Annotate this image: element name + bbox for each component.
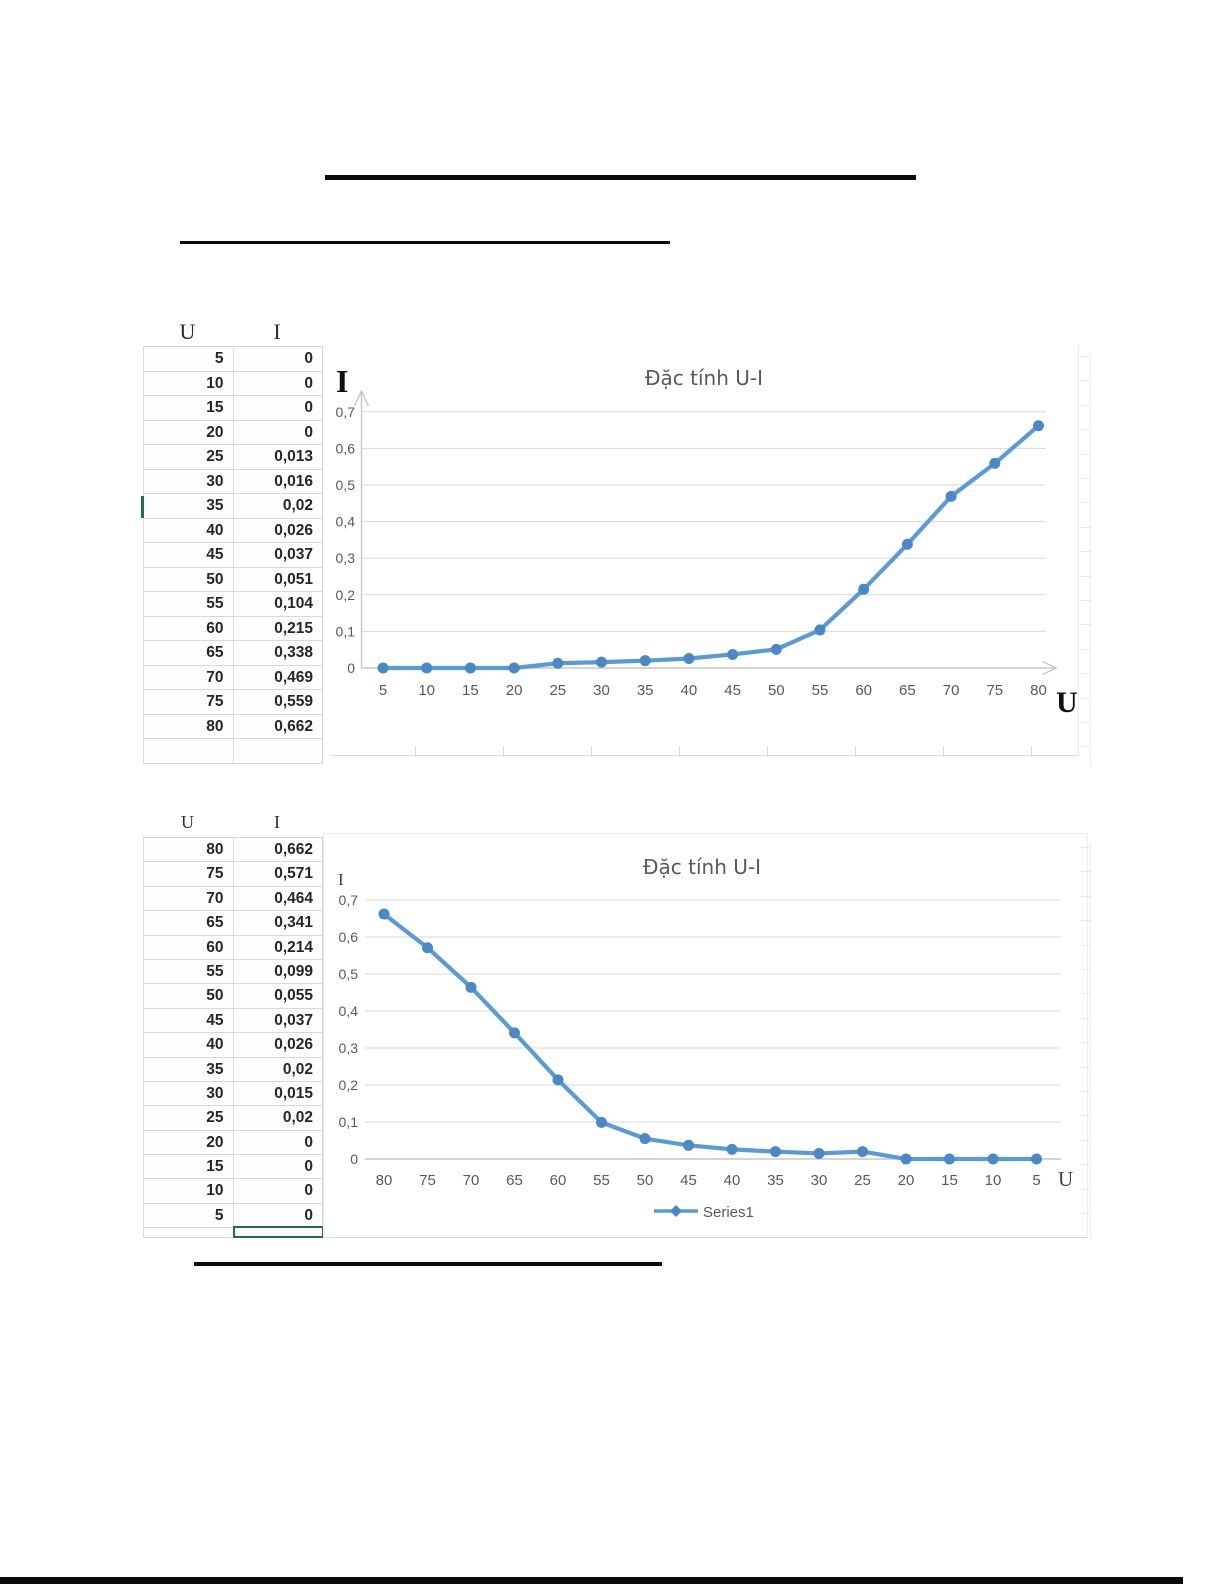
table-cell: 0 <box>233 1131 323 1154</box>
table-cell: 15 <box>206 399 224 416</box>
grid-line-artifact <box>1081 454 1090 455</box>
table-row <box>144 372 322 397</box>
table-row <box>144 838 322 862</box>
data-point-marker <box>552 658 563 669</box>
table-row <box>144 1009 322 1033</box>
table-cell: 0 <box>233 1155 323 1178</box>
grid-line-artifact <box>943 746 944 757</box>
table-cell: 0,02 <box>233 1058 323 1081</box>
table-row <box>144 592 322 617</box>
x-axis-tick-label: 25 <box>549 682 567 699</box>
table-cell: 0,026 <box>233 1033 323 1056</box>
table-row <box>144 1179 322 1203</box>
data-point-marker <box>1031 1154 1042 1165</box>
data-point-marker <box>814 1148 825 1159</box>
data-point-marker <box>901 1154 912 1165</box>
grid-line-artifact <box>1081 871 1090 872</box>
redacted-heading-rule <box>325 175 916 180</box>
data-point-marker <box>902 539 913 550</box>
grid-line-artifact <box>1081 1115 1090 1116</box>
x-axis-tick-label: 65 <box>899 682 916 699</box>
table-cell: 30 <box>206 1084 224 1102</box>
data-point-marker <box>378 663 389 674</box>
selected-cell-outline <box>233 1226 324 1238</box>
x-axis-tick-label: 60 <box>855 682 873 699</box>
chart-uI-descending <box>323 833 1088 1238</box>
x-axis-tick-label: 75 <box>419 1172 436 1189</box>
table-cell: 0,051 <box>233 568 323 592</box>
data-point-marker <box>640 655 651 666</box>
table1-header-row <box>143 317 323 346</box>
x-axis-tick-label: 80 <box>375 1172 393 1189</box>
x-axis-tick-label: 45 <box>724 682 741 699</box>
table-cell: 0 <box>233 347 323 371</box>
table-cell: 0,026 <box>233 519 323 543</box>
y-axis-tick-label: 0,3 <box>338 1040 358 1056</box>
legend-marker-icon <box>670 1205 682 1217</box>
excel-cursor-artifact <box>141 496 144 518</box>
table-cell: 0,013 <box>233 445 323 469</box>
grid-line-artifact <box>1081 746 1090 747</box>
grid-line-artifact <box>855 746 856 757</box>
table-row <box>144 445 322 470</box>
table-row <box>144 1131 322 1155</box>
x-axis-tick-label: 35 <box>767 1172 784 1189</box>
table-row <box>144 1155 322 1179</box>
grid-line-artifact <box>1081 1018 1090 1019</box>
y-axis-tick-label: 0,6 <box>335 440 355 457</box>
data-point-marker <box>509 1027 520 1038</box>
table-cell: 0 <box>233 421 323 445</box>
y-axis-tick-label: 0,4 <box>335 513 355 530</box>
x-axis-tick-label: 70 <box>462 1172 480 1189</box>
table-cell: 55 <box>206 595 224 612</box>
table-cell: 20 <box>206 423 224 441</box>
grid-line-artifact <box>679 746 680 757</box>
table-cell: 0,037 <box>233 1009 323 1032</box>
y-axis-tick-label: 0,7 <box>338 892 358 908</box>
table-cell: 0,341 <box>233 911 323 934</box>
table-cell: 40 <box>206 521 224 539</box>
x-axis-tick-label: 20 <box>897 1172 915 1189</box>
data-point-marker <box>989 458 1000 469</box>
data-point-marker <box>379 909 390 920</box>
table-row <box>144 1033 322 1057</box>
table-cell: 75 <box>206 693 224 710</box>
table-cell: 0 <box>233 1204 323 1227</box>
table-cell: 15 <box>206 1158 224 1176</box>
grid-line-artifact <box>1081 1140 1090 1141</box>
data-point-marker <box>596 657 607 668</box>
grid-line-artifact <box>767 746 768 757</box>
data-table-1 <box>143 317 323 764</box>
y-axis-tick-label: 0,3 <box>335 550 355 567</box>
table-cell: 0 <box>233 396 323 420</box>
x-axis-tick-label: 45 <box>680 1172 697 1189</box>
grid-line-artifact <box>415 746 416 757</box>
x-axis-tick-label: 65 <box>506 1172 523 1189</box>
x-axis-tick-label: 10 <box>984 1172 1002 1189</box>
x-axis-tick-label: 10 <box>418 682 436 699</box>
x-axis-tick-label: 30 <box>593 682 610 699</box>
table-row <box>144 543 322 568</box>
table-cell: 0,571 <box>233 862 323 885</box>
table-row <box>144 715 322 740</box>
data-point-marker <box>858 584 869 595</box>
grid-line-artifact <box>1081 356 1090 357</box>
x-axis-tick-label: 15 <box>462 682 479 699</box>
grid-line-artifact <box>1081 1189 1090 1190</box>
table-cell: 40 <box>206 1036 224 1054</box>
grid-line-artifact <box>1090 843 1091 1237</box>
table2-body <box>143 837 323 1238</box>
grid-line-artifact <box>1081 624 1090 625</box>
table-cell: 50 <box>206 987 224 1005</box>
table-row <box>144 396 322 421</box>
grid-line-artifact <box>1081 945 1090 946</box>
y-axis-tick-label: 0,6 <box>338 929 358 945</box>
grid-line-artifact <box>1081 847 1090 848</box>
x-axis-tick-label: 5 <box>1032 1172 1041 1189</box>
table-row <box>144 1106 322 1130</box>
y-axis-tick-label: 0,7 <box>335 403 355 420</box>
x-axis-tick-label: 40 <box>680 682 698 699</box>
y-axis-tick-label: 0,1 <box>335 623 355 640</box>
table2-header-row <box>143 807 323 837</box>
table-row <box>144 1204 322 1228</box>
grid-line-artifact <box>1081 649 1090 650</box>
table-cell: 10 <box>206 374 224 392</box>
y-axis-tick-label: 0 <box>347 660 355 676</box>
x-axis-label: U <box>1056 686 1078 719</box>
grid-line-artifact <box>503 746 504 757</box>
data-point-marker <box>553 1074 564 1085</box>
data-point-marker <box>946 491 957 502</box>
table-cell: 0,338 <box>233 641 323 665</box>
data-point-marker <box>770 1146 781 1157</box>
table-cell: 0,469 <box>233 666 323 690</box>
table-row <box>144 421 322 446</box>
y-axis-tick-label: 0,5 <box>335 477 355 493</box>
table-cell: 70 <box>206 668 224 686</box>
table-row <box>144 470 322 495</box>
table-cell: 0,104 <box>233 592 323 616</box>
x-axis-label: U <box>1058 1167 1074 1191</box>
x-axis-tick-label: 55 <box>811 682 829 699</box>
table-cell: 0,464 <box>233 887 323 910</box>
grid-line-artifact <box>1081 1067 1090 1068</box>
redacted-subheading-rule <box>180 241 670 244</box>
table-row <box>144 568 322 593</box>
y-axis-tick-label: 0 <box>350 1151 358 1167</box>
data-point-marker <box>988 1154 999 1165</box>
grid-line-artifact <box>1081 1042 1090 1043</box>
y-axis-tick-label: 0,4 <box>338 1003 358 1019</box>
y-axis-tick-label: 0,1 <box>338 1114 358 1130</box>
grid-line-artifact <box>1081 551 1090 552</box>
table-row <box>144 936 322 960</box>
x-axis-tick-label: 15 <box>941 1172 958 1189</box>
data-point-marker <box>683 653 694 664</box>
table-cell: 65 <box>206 914 224 932</box>
x-axis-tick-label: 50 <box>636 1172 654 1189</box>
table-cell: 0 <box>233 1179 323 1202</box>
data-point-marker <box>421 663 432 674</box>
y-axis-tick-label: 0,5 <box>338 966 358 982</box>
grid-line-artifact <box>1081 380 1090 381</box>
table-cell: 0,214 <box>233 936 323 959</box>
table-cell: 25 <box>206 448 224 465</box>
y-axis-tick-label: 0,2 <box>338 1077 358 1093</box>
table-cell: 25 <box>206 1109 224 1127</box>
x-axis-tick-label: 50 <box>767 682 785 699</box>
data-point-marker <box>596 1117 607 1128</box>
table-row <box>144 984 322 1008</box>
data-point-marker <box>815 624 826 635</box>
data-point-marker <box>683 1140 694 1151</box>
chart-title: Đặc tính U-I <box>645 366 763 390</box>
x-axis-tick-label: 5 <box>378 682 388 699</box>
table-cell: 60 <box>206 619 224 637</box>
table2-header-i: I <box>274 812 280 832</box>
table-cell: 70 <box>206 889 224 907</box>
table-cell: 50 <box>206 570 224 588</box>
grid-line-artifact <box>1081 600 1090 601</box>
x-axis-tick-label: 55 <box>593 1172 610 1189</box>
empty-row <box>144 739 322 764</box>
table-cell: 0,559 <box>233 690 323 714</box>
data-point-marker <box>857 1146 868 1157</box>
grid-line-artifact <box>1081 405 1090 406</box>
grid-line-artifact <box>1081 478 1090 479</box>
table1-body <box>143 346 323 764</box>
data-table-2 <box>143 807 323 1238</box>
table-cell: 55 <box>206 962 224 980</box>
y-axis-label: I <box>336 363 349 399</box>
x-axis-tick-label: 20 <box>505 682 523 699</box>
data-point-marker <box>640 1133 651 1144</box>
table-cell: 0,055 <box>233 984 323 1007</box>
table1-header-u: U <box>179 319 196 344</box>
legend-label: Series1 <box>703 1204 754 1221</box>
grid-line-artifact <box>591 746 592 757</box>
table-row <box>144 690 322 715</box>
x-axis-tick-label: 60 <box>549 1172 567 1189</box>
table-cell: 20 <box>206 1133 224 1151</box>
redacted-caption-rule <box>194 1262 662 1266</box>
table-row <box>144 1082 322 1106</box>
table-cell: 45 <box>206 546 224 563</box>
grid-line-artifact <box>1081 896 1090 897</box>
data-point-marker <box>1033 420 1044 431</box>
x-axis-tick-label: 40 <box>723 1172 741 1189</box>
grid-line-artifact <box>1081 673 1090 674</box>
grid-line-artifact <box>1081 722 1090 723</box>
data-point-marker <box>509 663 520 674</box>
table-cell: 0,015 <box>233 1082 323 1105</box>
table-cell: 80 <box>206 841 224 858</box>
table-cell: 0,662 <box>233 715 323 739</box>
y-axis-tick-label: 0,2 <box>335 586 355 603</box>
table-row <box>144 862 322 886</box>
grid-line-artifact <box>1081 1091 1090 1092</box>
table-row <box>144 519 322 544</box>
grid-line-artifact <box>1090 352 1091 766</box>
table-cell: 5 <box>214 1206 224 1224</box>
table-row <box>144 911 322 935</box>
x-axis-tick-label: 80 <box>1030 682 1047 699</box>
table-cell: 0,02 <box>233 494 323 518</box>
table-row <box>144 666 322 691</box>
data-point-marker <box>422 942 433 953</box>
table-cell: 0,099 <box>233 960 323 983</box>
data-point-marker <box>771 644 782 655</box>
grid-line-artifact <box>1031 746 1032 757</box>
table-cell: 10 <box>206 1182 224 1200</box>
chart-uI-ascending <box>330 345 1079 756</box>
grid-line-artifact <box>1081 698 1090 699</box>
grid-line-artifact <box>1081 429 1090 430</box>
data-point-marker <box>944 1154 955 1165</box>
grid-line-artifact <box>1081 502 1090 503</box>
grid-line-artifact <box>1081 576 1090 577</box>
table-cell: 45 <box>206 1011 224 1029</box>
table-row <box>144 960 322 984</box>
table-cell: 0,02 <box>233 1106 323 1129</box>
table-cell: 35 <box>206 497 224 514</box>
table-cell: 0,215 <box>233 617 323 641</box>
x-axis-tick-label: 35 <box>636 682 654 699</box>
table-cell: 0,037 <box>233 543 323 567</box>
table-cell: 75 <box>206 865 224 883</box>
table-cell: 0,016 <box>233 470 323 494</box>
table-cell: 0 <box>233 372 323 396</box>
table2-header-u: U <box>181 812 194 832</box>
grid-line-artifact <box>1081 527 1090 528</box>
data-point-marker <box>465 663 476 674</box>
grid-line-artifact <box>1081 969 1090 970</box>
x-axis-tick-label: 25 <box>854 1172 871 1189</box>
x-axis-tick-label: 70 <box>942 682 960 699</box>
x-axis-tick-label: 30 <box>810 1172 828 1189</box>
page-bottom-bar <box>0 1577 1183 1584</box>
table-cell: 0,662 <box>233 838 323 861</box>
table-cell: 60 <box>206 938 224 956</box>
table-row <box>144 887 322 911</box>
table-cell: 35 <box>206 1060 224 1078</box>
table-row <box>144 347 322 372</box>
data-point-marker <box>466 982 477 993</box>
table-row <box>144 1058 322 1082</box>
grid-line-artifact <box>1081 1213 1090 1214</box>
table-cell: 80 <box>206 717 224 735</box>
data-point-marker <box>727 1144 738 1155</box>
grid-line-artifact <box>1081 920 1090 921</box>
table-cell: 5 <box>214 350 224 367</box>
table-cell: 30 <box>206 472 224 490</box>
grid-line-artifact <box>1081 993 1090 994</box>
table-row <box>144 641 322 666</box>
table1-header-i: I <box>273 319 281 344</box>
table-cell: 65 <box>206 644 224 661</box>
x-axis-tick-label: 75 <box>986 682 1004 699</box>
table-row <box>144 494 322 519</box>
chart-title: Đặc tính U-I <box>643 855 761 879</box>
grid-line-artifact <box>1081 1164 1090 1165</box>
y-axis-label: I <box>338 870 344 889</box>
data-point-marker <box>727 649 738 660</box>
table-row <box>144 617 322 642</box>
